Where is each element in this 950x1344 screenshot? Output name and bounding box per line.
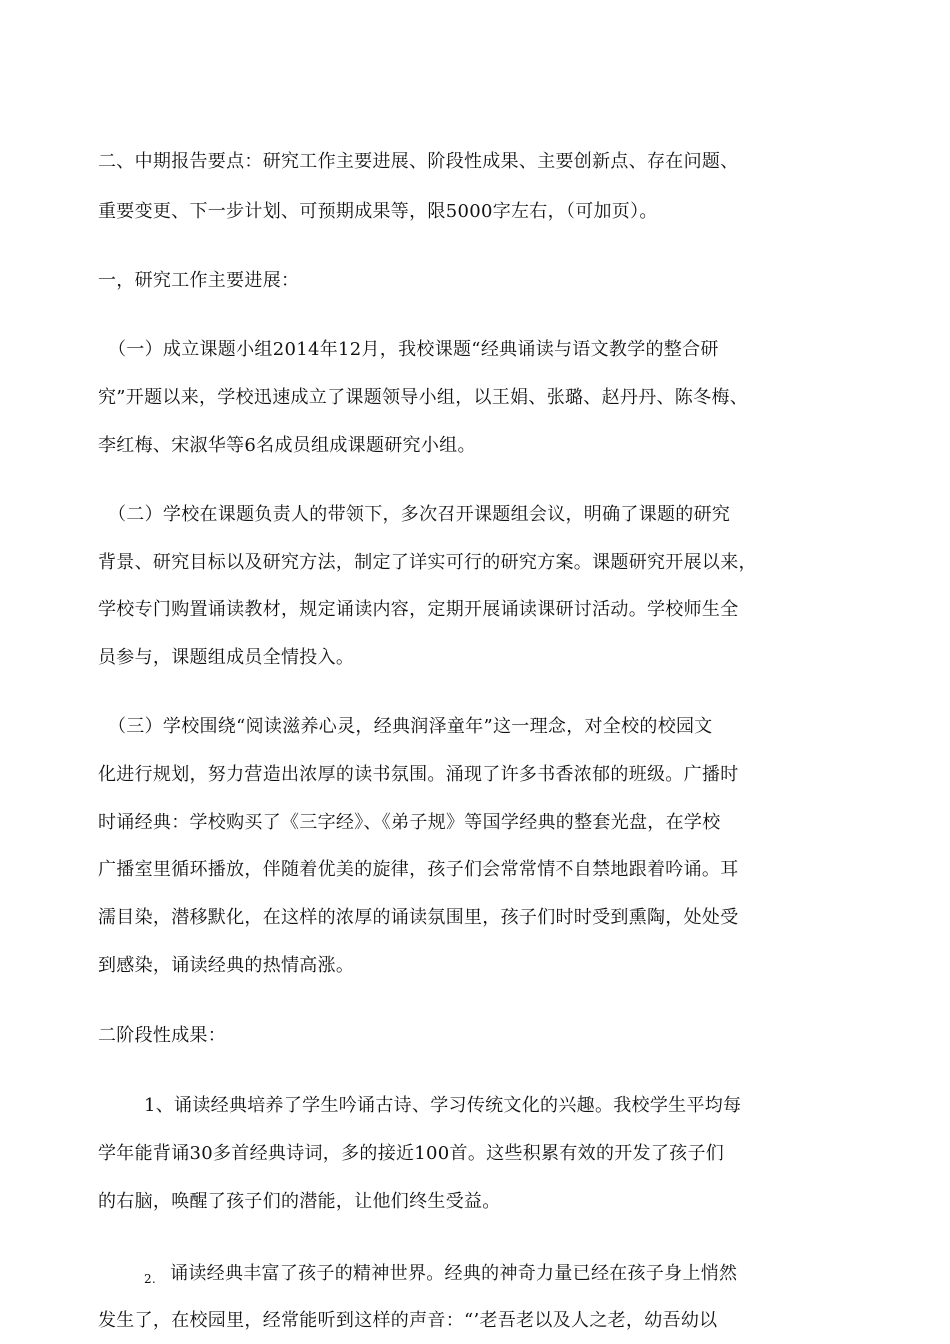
para1-line-2: 究”开题以来，学校迅速成立了课题领导小组，以王娟、张璐、赵丹丹、陈冬梅、 (98, 387, 748, 408)
item2-line-1-text: 诵读经典丰富了孩子的精神世界。经典的神奇力量已经在孩子身上悄然 (170, 1263, 738, 1284)
item2-line-2: 发生了，在校园里，经常能听到这样的声音：“’老吾老以及人之老，幼吾幼以 (98, 1310, 718, 1331)
section-heading-progress: 一，研究工作主要进展： (98, 270, 300, 291)
para3-line-6: 到感染，诵读经典的热情高涨。 (98, 955, 355, 976)
para3-line-4: 广播室里循环播放，伴随着优美的旋律，孩子们会常常情不自禁地跟着吟诵。耳 (98, 859, 739, 880)
para1-line-3: 李红梅、宋淑华等6名成员组成课题研究小组。 (98, 435, 476, 456)
para2-line-2: 背景、研究目标以及研究方法，制定了详实可行的研究方案。课题研究开展以来， (98, 552, 757, 573)
item1-line-2: 学年能背诵30多首经典诗词，多的接近100首。这些积累有效的开发了孩子们 (98, 1143, 725, 1164)
para3-line-2: 化进行规划，努力营造出浓厚的读书氛围。涌现了许多书香浓郁的班级。广播时 (98, 764, 739, 785)
report-points-line-2: 重要变更、下一步计划、可预期成果等，限5000字左右，（可加页）。 (98, 201, 658, 222)
item2-line-1 (144, 1261, 737, 1292)
para2-line-4: 员参与，课题组成员全情投入。 (98, 647, 355, 668)
para3-line-5: 濡目染，潜移默化，在这样的浓厚的诵读氛围里，孩子们时时受到熏陶，处处受 (98, 907, 739, 928)
para3-line-1: （三）学校围绕“阅读滋养心灵，经典润泽童年”这一理念，对全校的校园文 (108, 716, 713, 737)
para1-line-1: （一）成立课题小组2014年12月，我校课题“经典诵读与语文教学的整合研 (108, 339, 719, 360)
section-heading-results: 二阶段性成果： (98, 1025, 227, 1046)
item1-line-3: 的右脑，唤醒了孩子们的潜能，让他们终生受益。 (98, 1191, 501, 1212)
item2-number: 2. (144, 1272, 157, 1286)
para2-line-3: 学校专门购置诵读教材，规定诵读内容，定期开展诵读课研讨活动。学校师生全 (98, 599, 739, 620)
para2-line-1: （二）学校在课题负责人的带领下，多次召开课题组会议，明确了课题的研究 (108, 504, 731, 525)
para3-line-3: 时诵经典：学校购买了《三字经》、《弟子规》等国学经典的整套光盘，在学校 (98, 812, 721, 833)
report-points-line-1: 二、中期报告要点：研究工作主要进展、阶段性成果、主要创新点、存在问题、 (98, 151, 739, 172)
item1-line-1: 1、诵读经典培养了学生吟诵古诗、学习传统文化的兴趣。我校学生平均每 (144, 1095, 742, 1116)
